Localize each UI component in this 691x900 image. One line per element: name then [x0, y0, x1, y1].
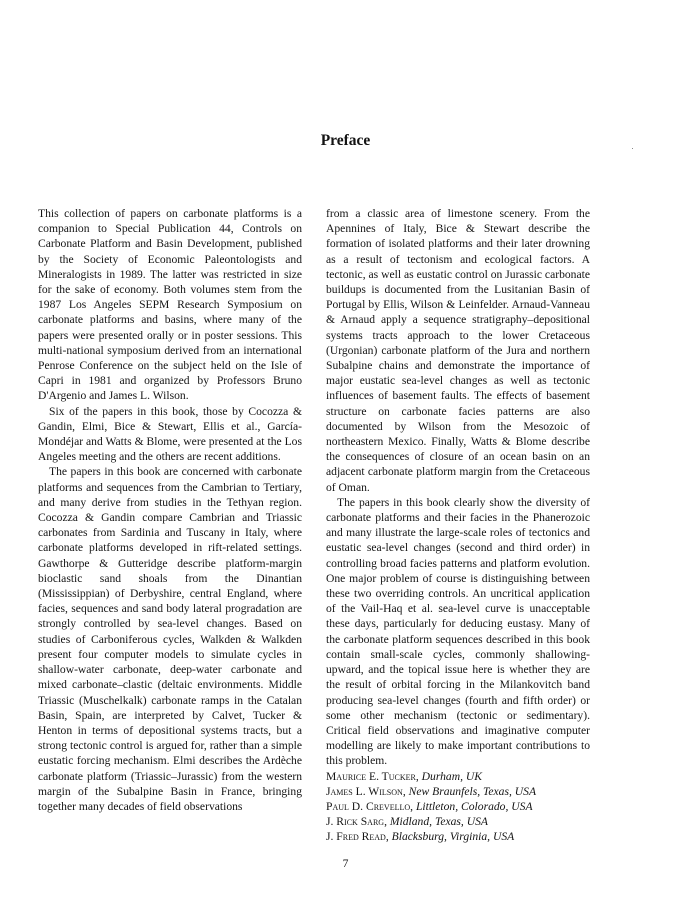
signature-place: New Braunfels, Texas, USA [408, 784, 537, 798]
signature-block [326, 769, 590, 845]
signature-place: Durham, UK [421, 769, 482, 783]
signature-line: Paul D. Crevello, Littleton, Colorado, USA [326, 799, 533, 813]
paragraph-intro: This collection of papers on carbonate platforms is a companion to Special Publication 44, Controls on Carbonate Platform and Basin Development, published by the Society of Economic Paleontologists and Mineralogists in 1989. The latter was restricted in size for the sake of economy. Both volumes stem from the 1987 Los Angeles SEPM Research Symposium on carbonate platforms and basins, where many of the papers were presented orally or in poster sessions. This multi-national symposium derived from an international Penrose Conference on the subject held on the Isle of Capri in 1981 and organized by Professors Bruno D'Argenio and James L. Wilson. [38, 207, 302, 403]
signature-place: Blacksburg, Virginia, USA [391, 830, 515, 844]
left-column [38, 206, 302, 814]
signature-name: Maurice E. Tucker [326, 769, 416, 783]
paragraph-conclusion: The papers in this book clearly show the diversity of carbonate platforms and their facies in the Phanerozoic and many illustrate the large-scale roles of tectonics and eustatic sea-level changes (second and third order) in controlling broad facies patterns and platform evolution. One major problem of course is distinguishing between these two overriding controls. An uncritical application of the Vail-Haq et al. sea-level curve is unacceptable these days, particularly for deducing eustasy. Many of the carbonate platform sequences described in this book contain small-scale cycles, commonly shallowing-upward, and the topical issue here is whether they are the result of orbital forcing in the Milankovitch band producing sea-level changes (fourth and fifth order) or some other mechanism (tectonic or sedimentary). Critical field observations and imaginative computer modelling are likely to make important contributions to this problem. [326, 495, 590, 768]
page-title: Preface [320, 132, 371, 149]
signature-place: Littleton, Colorado, USA [415, 799, 533, 813]
paragraph-symposium-papers: Six of the papers in this book, those by Cocozza & Gandin, Elmi, Bice & Stewart, Ellis et al., García-Mondéjar and Watts & Blome, were presented at the Los Angeles meeting and the others are recent additions. [38, 404, 302, 464]
signature-line: J. Rick Sarg, Midland, Texas, USA [326, 815, 488, 829]
page-number: 7 [342, 857, 349, 870]
signature-name: J. Rick Sarg [326, 815, 385, 829]
signature-line: J. Fred Read, Blacksburg, Virginia, USA [326, 830, 515, 844]
signature-line: James L. Wilson, New Braunfels, Texas, USA [326, 784, 537, 798]
signature-line: Maurice E. Tucker, Durham, UK [326, 769, 482, 783]
signature-name: J. Fred Read [326, 830, 386, 844]
signature-place: Midland, Texas, USA [389, 815, 488, 829]
signature-name: Paul D. Crevello [326, 799, 411, 813]
signature-name: James L. Wilson [326, 784, 403, 798]
right-column [326, 206, 590, 845]
paragraph-overview: The papers in this book are concerned with carbonate platforms and sequences from the Cambrian to Tertiary, and many derive from studies in the Tethyan region. Cocozza & Gandin compare Cambrian and Triassic carbonates from Sardinia and Tuscany in Italy, where carbonate platforms developed in rift-related settings. Gawthorpe & Gutteridge describe platform-margin bioclastic sand shoals from the Dinantian (Mississippian) of Derbyshire, central England, where facies, sequences and sand body lateral progradation are strongly controlled by sea-level changes. Based on studies of Carboniferous cycles, Walkden & Walkden present four computer models to simulate cycles in shallow-water carbonate, deep-water carbonate and mixed carbonate–clastic (deltaic environments. Middle Triassic (Muschelkalk) carbonate ramps in the Catalan Basin, Spain, are interpreted by Calvet, Tucker & Henton in terms of depositional systems tracts, but a strong tectonic control is argued for, rather than a simple eustatic forcing mechanism. Elmi describes the Ardèche carbonate platform (Triassic–Jurassic) from the western margin of the Subalpine Basin in France, bringing together many decades of field observations [38, 465, 302, 813]
paragraph-overview-continued: from a classic area of limestone scenery. From the Apennines of Italy, Bice & Stewart describe the formation of isolated platforms and their later drowning as a result of tectonism and ecological factors. A tectonic, as well as eustatic control on Jurassic carbonate buildups is documented from the Lusitanian Basin of Portugal by Ellis, Wilson & Leinfelder. Arnaud-Vanneau & Arnaud apply a sequence stratigraphy–depositional systems tracts approach to the lower Cretaceous (Urgonian) carbonate platform of the Jura and northern Subalpine chains and demonstrate the importance of major eustatic sea-level changes as well as tectonic influences of basement faults. The effects of basement structure on carbonate facies patterns are also documented by Wilson from the Mesozoic of northeastern Mexico. Finally, Watts & Blome describe the consequences of closure of an ocean basin on an adjacent carbonate platform margin from the Cretaceous of Oman. [326, 207, 590, 494]
